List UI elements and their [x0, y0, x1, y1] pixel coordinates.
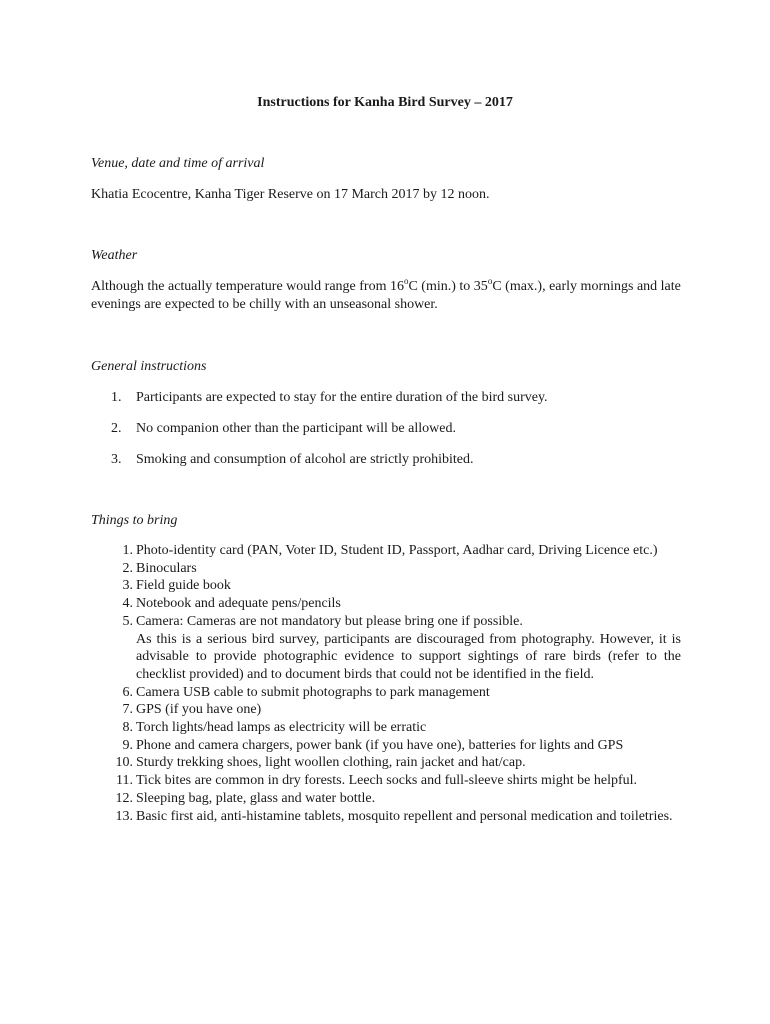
weather-text: [91, 278, 685, 314]
list-item-number: 6.: [122, 684, 133, 700]
list-item: [91, 701, 681, 719]
venue-heading: Venue, date and time of arrival: [91, 156, 265, 171]
list-item-text: Notebook and adequate pens/pencils: [136, 596, 341, 612]
list-item-number: 7.: [122, 702, 133, 718]
general-heading: General instructions: [91, 359, 207, 374]
general-instructions-list: [91, 389, 685, 482]
list-item-number: 3.: [111, 452, 122, 467]
list-item-text: Photo-identity card (PAN, Voter ID, Student ID, Passport, Aadhar card, Driving Licence etc.): [136, 543, 658, 558]
list-item: [91, 719, 681, 737]
list-item: [91, 613, 681, 684]
list-item: [91, 595, 681, 613]
list-item: [91, 389, 685, 407]
list-item-text: GPS (if you have one): [136, 702, 262, 718]
document-title: Instructions for Kanha Bird Survey – 2017: [257, 95, 513, 110]
degree-sup-max: o: [487, 276, 493, 286]
list-item-number: 12.: [115, 790, 133, 806]
list-item-number: 2.: [111, 421, 122, 436]
list-item: [91, 754, 681, 772]
list-item-text: Binoculars: [136, 560, 197, 576]
list-item-text: No companion other than the participant will be allowed.: [136, 421, 456, 436]
list-item: [91, 737, 681, 755]
list-item: [91, 451, 685, 469]
list-item: [91, 772, 681, 790]
list-item-text: Sleeping bag, plate, glass and water bottle.: [136, 790, 376, 806]
list-item-text: Phone and camera chargers, power bank (if you have one), batteries for lights and GPS: [136, 737, 624, 753]
list-item: [91, 808, 681, 826]
list-item: [91, 560, 681, 578]
bring-heading: Things to bring: [91, 513, 178, 528]
list-item-number: 13.: [115, 808, 133, 824]
things-to-bring-list: [91, 542, 681, 825]
weather-heading: Weather: [91, 248, 138, 263]
weather-text-part3: C (max.), early mornings and late evenings are expected to be chilly with an unseasonal shower.: [91, 279, 681, 312]
list-item: [91, 577, 681, 595]
list-item-number: 9.: [122, 737, 133, 753]
list-item-text: Camera: Cameras are not mandatory but please bring one if possible.: [136, 613, 523, 629]
list-item-number: 8.: [122, 720, 133, 736]
list-item: [91, 542, 681, 560]
list-item-number: 5.: [122, 613, 133, 629]
list-item-number: 4.: [122, 596, 133, 612]
weather-text-part1: Although the actually temperature would range from 16: [91, 279, 404, 294]
list-item-text: Participants are expected to stay for the entire duration of the bird survey.: [136, 390, 548, 405]
degree-sup-min: o: [403, 276, 409, 286]
list-item-text: Tick bites are common in dry forests. Leech socks and full-sleeve shirts might be helpful.: [136, 773, 638, 789]
list-item-number: 11.: [116, 773, 133, 789]
list-item-text: Sturdy trekking shoes, light woollen clothing, rain jacket and hat/cap.: [136, 755, 526, 771]
weather-text-part2: C (min.) to 35: [408, 279, 488, 294]
list-item-text: Field guide book: [136, 578, 231, 594]
list-item-text: Torch lights/head lamps as electricity will be erratic: [136, 720, 427, 736]
list-item: [91, 790, 681, 808]
list-item: [91, 684, 681, 702]
list-item-text: Basic first aid, anti-histamine tablets, mosquito repellent and personal medication and toiletries.: [136, 808, 673, 824]
list-item: [91, 420, 685, 438]
list-item-number: 1.: [122, 543, 133, 558]
list-item-number: 10.: [115, 755, 133, 771]
list-item-number: 2.: [122, 560, 133, 576]
list-item-number: 3.: [122, 578, 133, 594]
list-item-text: Camera USB cable to submit photographs to park management: [136, 684, 490, 700]
venue-text: Khatia Ecocentre, Kanha Tiger Reserve on 17 March 2017 by 12 noon.: [91, 187, 490, 202]
list-item-number: 1.: [111, 390, 122, 405]
list-item-text: Smoking and consumption of alcohol are strictly prohibited.: [136, 452, 474, 467]
list-item-subtext: As this is a serious bird survey, participants are discouraged from photography. However, it is advisable to provide photographic evidence to support sightings of rare birds (refer to the checklist provided) and to document birds that could not be identified in the field.: [136, 631, 681, 682]
